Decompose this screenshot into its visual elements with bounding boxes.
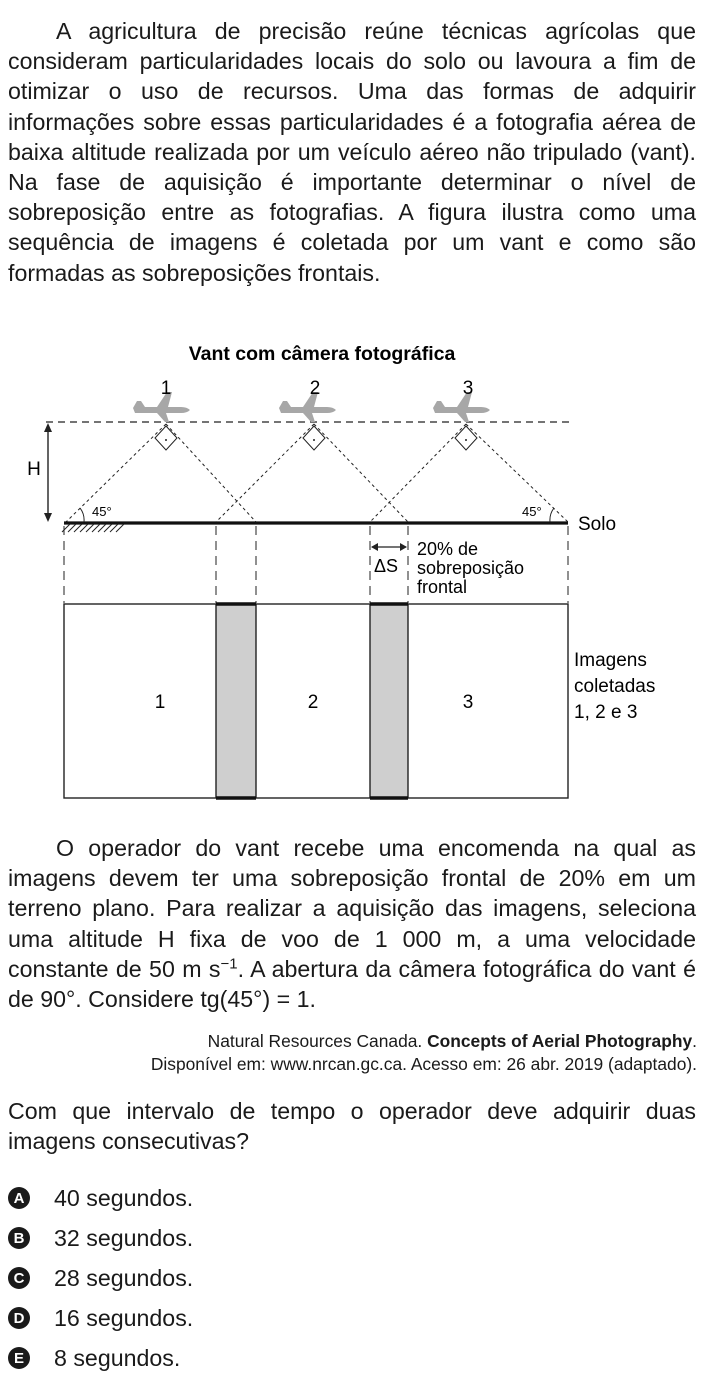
- images-caption-line1: Imagens: [574, 650, 647, 671]
- option-a-text: 40 segundos.: [54, 1184, 194, 1211]
- option-e[interactable]: [8, 1343, 180, 1373]
- question-text: Com que intervalo de tempo o operador deve adquirir duas imagens consecutivas?: [8, 1098, 696, 1155]
- source-period: .: [692, 1031, 697, 1051]
- camera-2-icon: [303, 426, 325, 450]
- intro-paragraph: A agricultura de precisão reúne técnicas agrícolas que consideram particularidades locais do solo ou lavoura a fim de otimizar o uso de recursos. Uma das formas de adquirir informações sobre essas particularidades é a fotografia aérea de baixa altitude realizada por um veículo aéreo não tripulado (vant). Na fase de aquisição é importante determinar o nível de sobreposição entre as fotografias. A figura ilustra como uma sequência de imagens é coletada por um vant e como são formadas as sobreposições frontais.: [8, 18, 696, 286]
- drone-figure: [0, 335, 705, 815]
- problem-text-2: . A abertura da câmera fotográfica do vant é de 90°. Considere tg(45°) = 1.: [8, 955, 696, 1013]
- option-b[interactable]: [8, 1223, 193, 1253]
- drone-3-icon: [433, 392, 490, 422]
- height-label: H: [27, 459, 41, 480]
- overlap-label-line2: sobreposição: [417, 558, 525, 578]
- angle-right-label: 45°: [522, 504, 542, 519]
- option-c-badge: C: [8, 1267, 30, 1289]
- overlap-strip-2: [370, 604, 408, 798]
- problem-paragraph: [8, 833, 696, 1014]
- drone-1-label: 1: [160, 378, 172, 399]
- drone-2-label: 2: [309, 378, 321, 399]
- overlap-label-line3: frontal: [417, 577, 468, 597]
- images-caption-line3: 1, 2 e 3: [574, 702, 638, 723]
- ground-label: Solo: [578, 514, 617, 535]
- image-2-label: 2: [307, 692, 319, 713]
- option-a-badge: A: [8, 1187, 30, 1209]
- overlap-label-line1: 20% de: [417, 539, 479, 559]
- option-d[interactable]: [8, 1303, 193, 1333]
- option-c[interactable]: [8, 1263, 193, 1293]
- option-d-text: 16 segundos.: [54, 1304, 194, 1331]
- overlap-strip-1: [216, 604, 256, 798]
- drone-3-label: 3: [462, 378, 474, 399]
- angle-left-label: 45°: [92, 504, 112, 519]
- option-b-text: 32 segundos.: [54, 1224, 194, 1251]
- camera-1-icon: [155, 426, 177, 450]
- option-d-badge: D: [8, 1307, 30, 1329]
- problem-text-1: O operador do vant recebe uma encomenda na qual as imagens devem ter uma sobreposição frontal de 20% em um terreno plano. Para realizar a aquisição das imagens, seleciona uma altitude H fixa de voo de 1 000 m, a uma velocidade constante de 50 m s: [8, 835, 696, 982]
- image-1-label: 1: [154, 692, 166, 713]
- source-title: Concepts of Aerial Photography: [427, 1031, 693, 1051]
- drone-2-icon: [279, 392, 336, 422]
- source-line-1: [0, 1030, 697, 1052]
- problem-exponent: −1: [220, 955, 238, 973]
- camera-3-icon: [455, 426, 477, 450]
- figure-title: Vant com câmera fotográfica: [188, 343, 456, 365]
- delta-s-label: ΔS: [374, 556, 399, 576]
- images-caption-line2: coletadas: [574, 676, 656, 697]
- option-e-text: 8 segundos.: [54, 1344, 181, 1371]
- option-a[interactable]: [8, 1183, 193, 1213]
- source-org: Natural Resources Canada.: [207, 1031, 428, 1051]
- image-3-label: 3: [462, 692, 474, 713]
- option-c-text: 28 segundos.: [54, 1264, 194, 1291]
- option-e-badge: E: [8, 1347, 30, 1369]
- ground-hatch: [62, 524, 124, 532]
- source-line-2: Disponível em: www.nrcan.gc.ca. Acesso em: 26 abr. 2019 (adaptado).: [150, 1054, 697, 1074]
- option-b-badge: B: [8, 1227, 30, 1249]
